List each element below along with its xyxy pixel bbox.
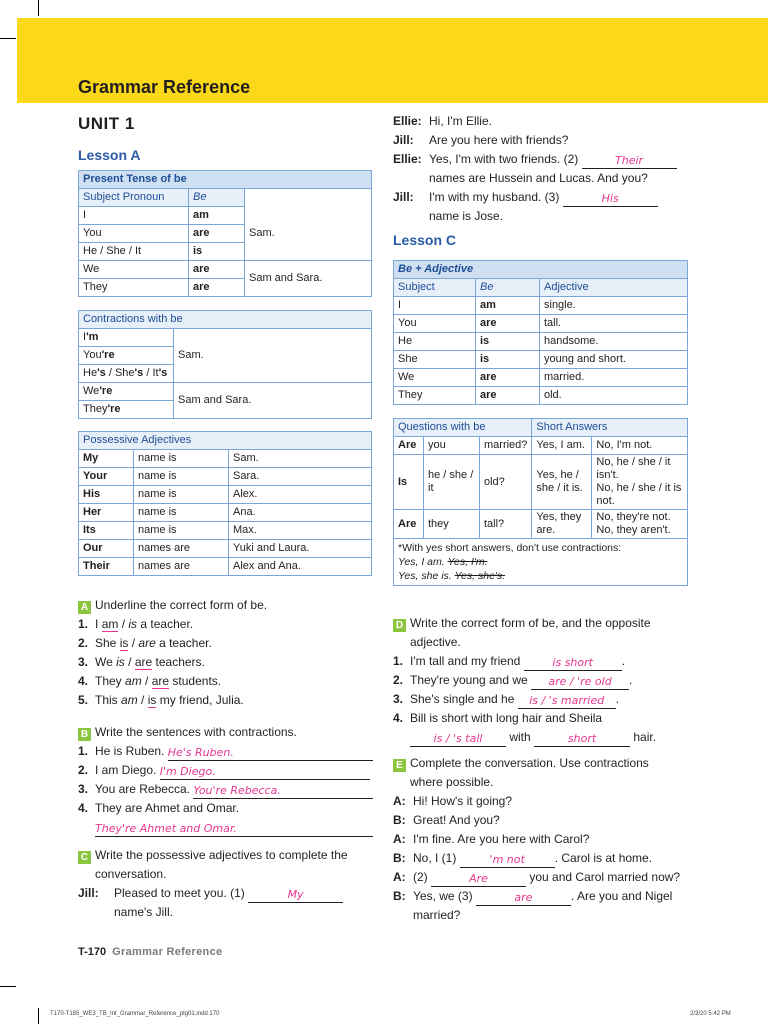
table-cell: Their <box>79 558 134 576</box>
list-item: 2. I am Diego. I'm Diego. <box>78 761 378 780</box>
table-cell: We <box>394 369 476 387</box>
exercise-badge: E <box>393 759 406 772</box>
table-cell: single. <box>540 297 688 315</box>
table-row <box>394 455 688 510</box>
table-header: Contractions with be <box>79 311 372 329</box>
table-cell: They're <box>79 401 174 419</box>
answer-blank: are / 're old <box>531 675 629 690</box>
list-item: 5. This am / is my friend, Julia. <box>78 693 244 707</box>
table-cell: Are <box>394 437 424 455</box>
table-cell: Ana. <box>229 504 372 522</box>
table-cell: She <box>394 351 476 369</box>
table-cell: No, they're not. No, they aren't. <box>592 510 688 539</box>
table-header: Present Tense of be <box>83 173 187 185</box>
lesson-c-heading: Lesson C <box>393 232 457 248</box>
list-item: 4. Bill is short with long hair and Sheila <box>393 711 603 725</box>
table-cell: am <box>189 207 245 225</box>
table-cell: They <box>79 279 189 297</box>
table-row <box>394 315 688 333</box>
table-row <box>394 437 688 455</box>
exercise-e: E Complete the conversation. Use contractions where possible. A: Hi! How's it going? B: Great! And you? A: I'm fine. Are you here with Carol? B: No, I (1) 'm not . Carol is at home. A: (2) Are you and Carol married now? B: Yes, we (3) are . Are you and Nigel married? <box>393 754 693 925</box>
list-item: is / 's tall with short hair. <box>393 728 693 747</box>
table-cell: name is <box>134 468 229 486</box>
answer-blank: is / 's married <box>518 694 616 709</box>
table-row <box>79 504 372 522</box>
table-cell: names are <box>134 540 229 558</box>
table-cell: are <box>476 369 540 387</box>
table-row <box>79 540 372 558</box>
answer-blank: short <box>534 732 630 747</box>
exercise-c: C Write the possessive adjectives to complete the conversation. Jill: Pleased to meet you. (1) My name's Jill. <box>78 846 378 922</box>
dialogue-line: Jill: Are you here with friends? <box>393 133 569 147</box>
table-cell: are <box>189 261 245 279</box>
table-cell: tall? <box>480 510 532 539</box>
table-cell: names are <box>134 558 229 576</box>
dialogue-line: Ellie: Yes, I'm with two friends. (2) Their <box>393 150 693 169</box>
table-cell: Her <box>79 504 134 522</box>
table-cell: Our <box>79 540 134 558</box>
exercise-d: D Write the correct form of be, and the opposite adjective. 1. I'm tall and my friend is short . 2. They're young and we are / 're old . 3. She's single and he is / 's married . 4. Bill is short with long hair and Sheila is / 's tall with short hair. <box>393 614 693 747</box>
list-item: 1. I'm tall and my friend is short . <box>393 654 626 669</box>
table-cell: Its <box>79 522 134 540</box>
table-cell: name is <box>134 522 229 540</box>
table-cell: You're <box>79 347 174 365</box>
table-cell: you <box>424 437 480 455</box>
table-cell: are <box>476 315 540 333</box>
table-cell: is <box>476 351 540 369</box>
list-item: 4. They am / are students. <box>78 674 222 688</box>
table-cell: Alex. <box>229 486 372 504</box>
table-row <box>79 558 372 576</box>
possessive-table <box>78 431 372 576</box>
note-text: *With yes short answers, don't use contractions: <box>398 542 622 554</box>
dialogue-line: Jill: Pleased to meet you. (1) My <box>78 884 378 903</box>
col-header: Adjective <box>540 279 688 297</box>
dialogue-line: A: I'm fine. Are you here with Carol? <box>393 832 590 846</box>
table-cell: No, I'm not. <box>592 437 688 455</box>
table-cell <box>79 171 372 189</box>
table-cell: Yes, he / she / it is. <box>532 455 592 510</box>
crop-mark <box>0 986 16 987</box>
table-cell: You <box>394 315 476 333</box>
table-cell: Sam and Sara. <box>245 261 372 297</box>
instruction: Write the possessive adjectives to complete the <box>95 848 348 862</box>
table-cell: I <box>79 207 189 225</box>
dialogue-line: Ellie: Hi, I'm Ellie. <box>393 114 492 128</box>
table-cell: I'm <box>79 329 174 347</box>
crop-mark <box>0 38 16 39</box>
answer-blank: Are <box>431 872 526 887</box>
table-cell: My <box>79 450 134 468</box>
exercise-badge: D <box>393 619 406 632</box>
lesson-a-heading: Lesson A <box>78 147 141 163</box>
table-header: Questions with be <box>394 419 532 437</box>
present-be-table <box>78 170 372 297</box>
list-item: 3. She's single and he is / 's married . <box>393 692 620 707</box>
table-cell: old. <box>540 387 688 405</box>
be-adjective-table <box>393 260 688 405</box>
table-cell: Is <box>394 455 424 510</box>
table-cell: he / she / it <box>424 455 480 510</box>
dialogue-line: B: Yes, we (3) are . Are you and Nigel <box>393 889 673 904</box>
print-slug-date: 2/3/20 5:42 PM <box>690 1011 731 1017</box>
table-cell: Sam. <box>174 329 372 383</box>
table-header: Possessive Adjectives <box>79 432 372 450</box>
list-item: 1. He is Ruben. He's Ruben. <box>78 742 378 761</box>
table-row <box>79 522 372 540</box>
answer-blank: 'm not <box>460 853 555 868</box>
col-header: Be <box>189 189 245 207</box>
page-footer <box>78 946 222 958</box>
footer-label: Grammar Reference <box>112 946 223 958</box>
exercise-a <box>78 596 378 710</box>
table-header: Be + Adjective <box>398 263 474 275</box>
table-cell: Sam. <box>229 450 372 468</box>
table-cell: We're <box>79 383 174 401</box>
table-cell: old? <box>480 455 532 510</box>
answer-blank: My <box>248 888 343 903</box>
table-cell: handsome. <box>540 333 688 351</box>
answer-blank: His <box>563 192 658 207</box>
crop-mark <box>38 0 39 16</box>
dialogue-line: name is Jose. <box>429 209 504 223</box>
table-row <box>79 450 372 468</box>
table-cell <box>394 261 688 279</box>
dialogue-line: name's Jill. <box>114 905 173 919</box>
table-row <box>79 468 372 486</box>
dialogue-line: Jill: I'm with my husband. (3) His <box>393 188 693 207</box>
table-row <box>394 510 688 539</box>
table-header: Short Answers <box>532 419 688 437</box>
exercise-b <box>78 723 378 837</box>
table-cell: Sara. <box>229 468 372 486</box>
table-cell: name is <box>134 504 229 522</box>
table-cell: is <box>189 243 245 261</box>
table-cell: they <box>424 510 480 539</box>
col-header: Be <box>476 279 540 297</box>
table-row <box>79 486 372 504</box>
list-item: 3. You are Rebecca. You're Rebecca. <box>78 780 378 799</box>
table-cell <box>245 189 372 207</box>
table-cell: are <box>189 225 245 243</box>
table-cell: He <box>394 333 476 351</box>
table-cell: No, he / she / it isn't. No, he / she / it is not. <box>592 455 688 510</box>
list-item: 4. They are Ahmet and Omar. <box>78 801 240 815</box>
table-cell: is <box>476 333 540 351</box>
col-header: Subject <box>394 279 476 297</box>
table-cell: name is <box>134 450 229 468</box>
dialogue-line: B: Great! And you? <box>393 813 500 827</box>
instruction: Write the sentences with contractions. <box>95 725 297 739</box>
exercise-badge: A <box>78 601 91 614</box>
list-item: 2. They're young and we are / 're old . <box>393 673 633 688</box>
table-cell: You <box>79 225 189 243</box>
table-cell: They <box>394 387 476 405</box>
list-item: 1. I am / is a teacher. <box>78 617 194 631</box>
exercise-badge: B <box>78 728 91 741</box>
table-row <box>394 297 688 315</box>
unit-heading: UNIT 1 <box>78 114 135 133</box>
table-row <box>394 333 688 351</box>
table-row <box>79 261 372 279</box>
table-cell: I <box>394 297 476 315</box>
table-cell: We <box>79 261 189 279</box>
exercise-badge: C <box>78 851 91 864</box>
table-cell: tall. <box>540 315 688 333</box>
table-cell: married. <box>540 369 688 387</box>
instruction: Write the correct form of be, and the opposite <box>410 616 651 630</box>
page-number: T-170 <box>78 946 107 958</box>
table-cell: He / She / It <box>79 243 189 261</box>
dialogue-line: A: (2) Are you and Carol married now? <box>393 870 681 885</box>
table-row <box>394 351 688 369</box>
answer-blank: is short <box>524 656 622 671</box>
answer-blank: He's Ruben. <box>168 746 373 761</box>
answer-blank: They're Ahmet and Omar. <box>95 822 373 837</box>
answer-blank: Their <box>582 154 677 169</box>
answer-blank: are <box>476 891 571 906</box>
col-header: Subject Pronoun <box>79 189 189 207</box>
table-row <box>79 383 372 401</box>
crop-mark <box>38 1008 39 1024</box>
print-slug: T170-T185_WE3_TB_Int_Grammar_Reference_ptg01.indd 170 <box>50 1011 220 1017</box>
dialogue-line: names are Hussein and Lucas. And you? <box>429 171 648 185</box>
table-cell: Sam and Sara. <box>174 383 372 419</box>
table-cell: Your <box>79 468 134 486</box>
table-cell: Yuki and Laura. <box>229 540 372 558</box>
table-row <box>394 369 688 387</box>
table-cell: Yes, they are. <box>532 510 592 539</box>
list-item: 3. We is / are teachers. <box>78 655 205 669</box>
table-cell: Alex and Ana. <box>229 558 372 576</box>
table-cell: His <box>79 486 134 504</box>
exercise-c-continued <box>393 112 693 226</box>
dialogue-line: B: No, I (1) 'm not . Carol is at home. <box>393 851 653 866</box>
table-cell: am <box>476 297 540 315</box>
table-cell: Yes, I am. <box>532 437 592 455</box>
questions-table <box>393 418 688 586</box>
dialogue-line: married? <box>413 908 461 922</box>
instruction: Complete the conversation. Use contractions <box>410 756 649 770</box>
table-cell: are <box>189 279 245 297</box>
table-row <box>79 329 372 347</box>
table-cell: *With yes short answers, don't use contractions: Yes, I am. Yes, I'm. Yes, she is. Yes, she's. <box>394 539 688 586</box>
table-cell: are <box>476 387 540 405</box>
answer-blank: is / 's tall <box>410 732 506 747</box>
answer-blank: You're Rebecca. <box>193 784 373 799</box>
table-cell: Are <box>394 510 424 539</box>
table-cell: Sam. <box>245 207 372 261</box>
list-item: 2. She is / are a teacher. <box>78 636 212 650</box>
page-title: Grammar Reference <box>78 77 251 97</box>
table-cell: Max. <box>229 522 372 540</box>
answer-blank: I'm Diego. <box>160 765 370 780</box>
table-cell: young and short. <box>540 351 688 369</box>
table-cell: He's / She's / It's <box>79 365 174 383</box>
contractions-table <box>78 310 372 419</box>
table-row <box>394 387 688 405</box>
table-cell: married? <box>480 437 532 455</box>
list-item <box>78 818 378 837</box>
table-row <box>79 207 372 225</box>
instruction: Underline the correct form of be. <box>95 598 268 612</box>
dialogue-line: A: Hi! How's it going? <box>393 794 512 808</box>
table-cell: name is <box>134 486 229 504</box>
